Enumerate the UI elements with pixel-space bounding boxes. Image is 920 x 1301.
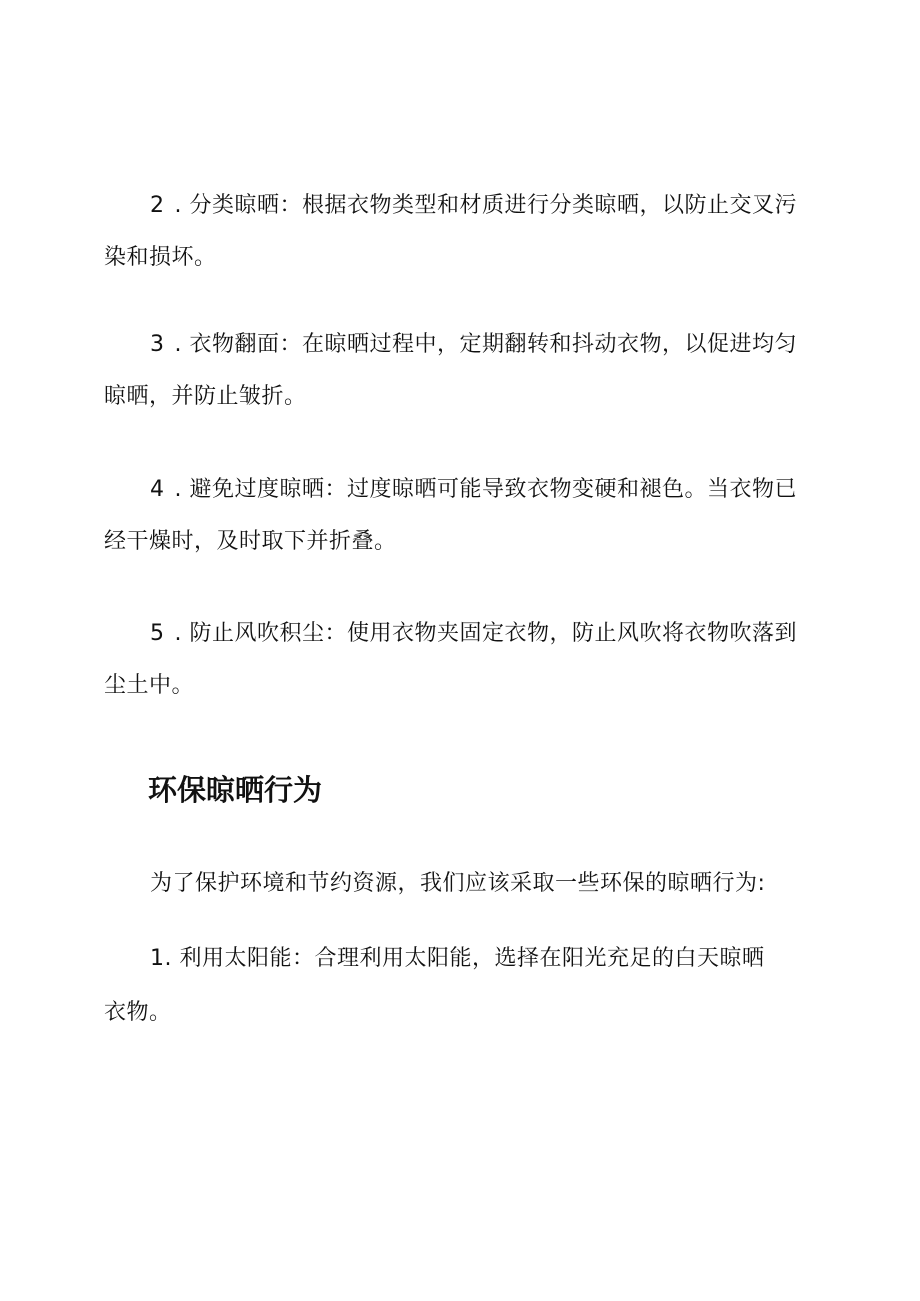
list-item-text: . 避免过度晾晒：过度晾晒可能导致衣物变硬和褪色。当衣物已 xyxy=(174,477,797,502)
list-item-line-2: 经干燥时，及时取下并折叠。 xyxy=(104,529,397,554)
list-item xyxy=(104,932,804,1040)
list-item-line-2: 尘土中。 xyxy=(104,673,195,698)
section-heading: 环保晾晒行为 xyxy=(148,773,323,807)
list-item-number: 4 xyxy=(150,477,165,502)
list-item xyxy=(104,180,820,284)
list-item-text: . 防止风吹积尘：使用衣物夹固定衣物，防止风吹将衣物吹落到 xyxy=(174,621,797,646)
list-item-text: . 衣物翻面：在晾晒过程中，定期翻转和抖动衣物，以促进均匀 xyxy=(174,332,797,357)
list-item-number: 5 xyxy=(150,621,165,646)
list-item-line-2: 染和损坏。 xyxy=(104,245,217,270)
list-item-line-1 xyxy=(104,608,820,660)
list-item xyxy=(104,608,820,712)
list-item-line-1: 1. 利用太阳能：合理利用太阳能，选择在阳光充足的白天晾晒 xyxy=(150,946,765,971)
list-item-line-1 xyxy=(104,464,820,516)
list-item-line-2: 衣物。 xyxy=(104,1000,172,1025)
list-item xyxy=(104,319,820,423)
section-intro: 为了保护环境和节约资源，我们应该采取一些环保的晾晒行为: xyxy=(150,871,766,896)
list-item-number: 3 xyxy=(150,332,165,357)
list-item-line-1 xyxy=(104,319,820,371)
list-item-line-2: 晾晒，并防止皱折。 xyxy=(104,384,307,409)
list-item-number: 2 xyxy=(150,193,165,218)
list-item-text: . 分类晾晒：根据衣物类型和材质进行分类晾晒，以防止交叉污 xyxy=(174,193,797,218)
list-item-line-1 xyxy=(104,180,820,232)
list-item xyxy=(104,464,820,568)
